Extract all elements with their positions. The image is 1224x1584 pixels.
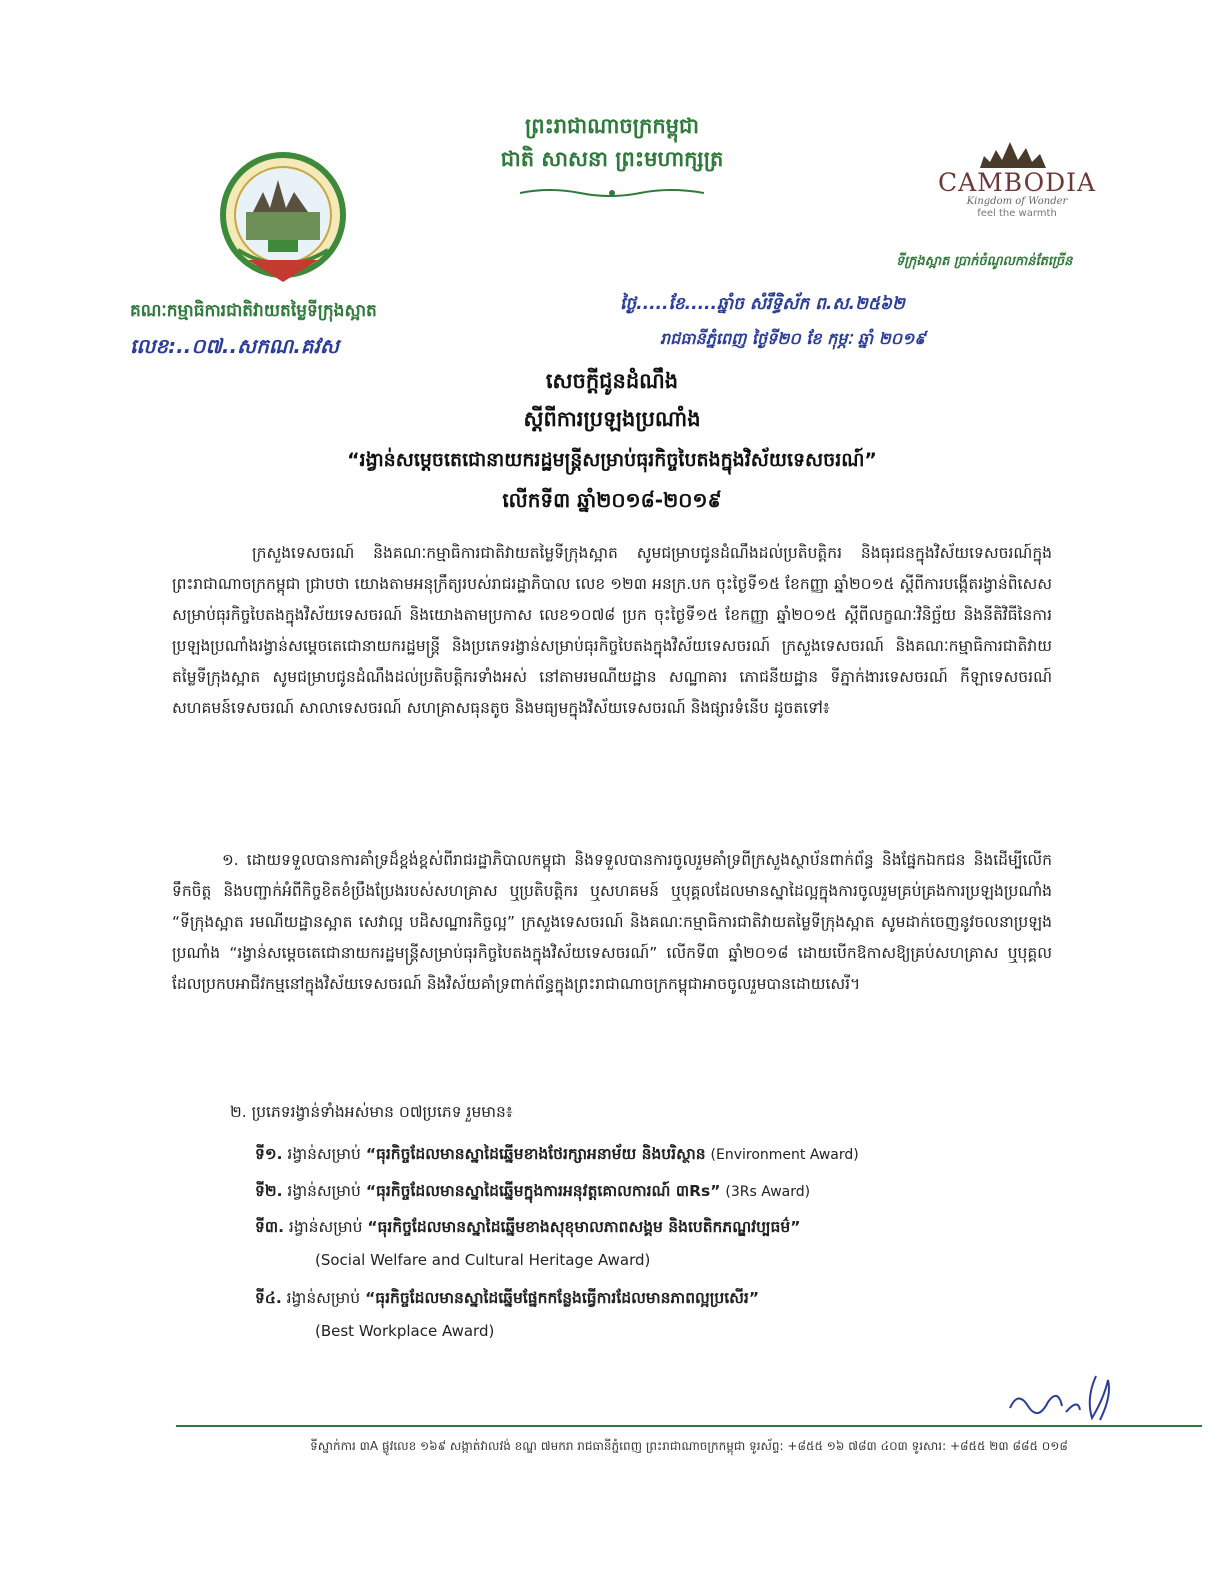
national-motto: ជាតិ សាសនា ព្រះមហាក្សត្រ [500,147,724,171]
award-english-line: (Best Workplace Award) [315,1322,495,1340]
award-name: “ធុរកិច្ចដែលមានស្នាដៃឆ្នើមក្នុងការអនុវត្តគោលការណ៍ ៣Rs” [365,1182,721,1200]
award-item [255,1217,1055,1240]
award-title: “រង្វាន់សម្ដេចតេជោនាយករដ្ឋមន្ត្រីសម្រាប់ធុរកិច្ចបៃតងក្នុងវិស័យទេសចរណ៍” [347,449,877,471]
award-english-line: (Social Welfare and Cultural Heritage Award) [315,1251,651,1269]
award-number: ទី៤. [255,1289,282,1307]
slogan: ទីក្រុងស្អាត ប្រាក់ចំណូលកាន់តែច្រើន [896,254,1073,269]
handwritten-initials [1000,1368,1120,1426]
award-item [255,1181,1055,1204]
award-english: (Environment Award) [710,1147,859,1163]
reference-number: លេខ:..០៧..សកណ.គវស [130,334,339,358]
award-english: (3Rs Award) [725,1184,811,1200]
award-number: ទី២. [255,1182,283,1200]
award-name: “ធុរកិច្ចដែលមានស្នាដៃឆ្នើមខាងថែរក្សាអនាម័យ និងបរិស្ថាន [365,1145,706,1163]
committee-name: គណៈកម្មាធិការជាតិវាយតម្លៃទីក្រុងស្អាត [130,301,377,321]
footer-address: ទីស្នាក់ការ ៣A ផ្លូវលេខ ១៦៩ សង្កាត់វាលវង់ ខណ្ឌ ៧មករា រាជធានីភ្នំពេញ ព្រះរាជាណាចក្រកម្ពុជា ទូរស័ព្ទ: +៨៥៥ ១៦ ៧៨៣ ៤០៣ ទូរសារ: +៨៥៥ ២៣ ៨៨៥ ០១៨ [310,1439,1068,1453]
solar-date: រាជធានីភ្នំពេញ ថ្ងៃទី២០ ខែ កុម្ភៈ ឆ្នាំ ២០១៩ [660,329,926,348]
award-item [255,1144,1055,1167]
award-name: “ធុរកិច្ចដែលមានស្នាដៃឆ្នើមផ្នែកកន្លែងធ្វើការដែលមានភាពល្អប្រសើរ” [365,1289,760,1307]
award-item [255,1288,1055,1311]
point-one-paragraph: ១. ដោយទទួលបានការគាំទ្រដ៏ខ្ពង់ខ្ពស់ពីរាជរដ្ឋាភិបាលកម្ពុជា និងទទួលបានការចូលរួមគាំទ្រពីក្រសួងស្ថាប័នពាក់ព័ន្ធ និងផ្នែកឯកជន និងដើម្បីលើកទឹកចិត្ត និងបញ្ជាក់អំពីកិច្ចខិតខំប្រឹងប្រែងរបស់សហគ្រាស ឬប្រតិបត្តិករ ឬសហគមន៍ ឬបុគ្គលដែលមានស្នាដៃល្អក្នុងការចូលរួមគ្រប់គ្រងការប្រឡងប្រណាំង “ទីក្រុងស្អាត រមណីយដ្ឋានស្អាត សេវាល្អ បដិសណ្ឋារកិច្ចល្អ” ក្រសួងទេសចរណ៍ និងគណៈកម្មាធិការជាតិវាយតម្លៃទីក្រុងស្អាត សូមដាក់ចេញនូវចលនាប្រឡងប្រណាំង “រង្វាន់សម្ដេចតេជោនាយករដ្ឋមន្ត្រីសម្រាប់ធុរកិច្ចបៃតងក្នុងវិស័យទេសចរណ៍” លើកទី៣ ឆ្នាំ២០១៨ ដោយបើកឱកាសឱ្យគ្រប់សហគ្រាស ឬបុគ្គលដែលប្រកបអាជីវកម្មនៅក្នុងវិស័យទេសចរណ៍ និងវិស័យគាំទ្រពាក់ព័ន្ធក្នុងព្រះរាជាណាចក្រកម្ពុជាអាចចូលរួមបានដោយសេរី។ [172,851,1052,993]
edition-title: លើកទី៣ ឆ្នាំ២០១៨-២០១៩ [502,488,722,512]
ornament-divider [520,184,704,196]
kingdom-title: ព្រះរាជាណាចក្រកម្ពុជា [524,114,699,138]
award-prefix: រង្វាន់សម្រាប់ [288,1218,363,1236]
point-two-heading: ២. ប្រភេទរង្វាន់ទាំងអស់មាន ០៧ប្រភេទ រួមមាន៖ [230,1103,513,1121]
intro-paragraph: ក្រសួងទេសចរណ៍ និងគណៈកម្មាធិការជាតិវាយតម្លៃទីក្រុងស្អាត សូមជម្រាបជូនដំណឹងដល់ប្រតិបត្តិករ និងធុរជនក្នុងវិស័យទេសចរណ៍ក្នុងព្រះរាជាណាចក្រកម្ពុជា ជ្រាបថា យោងតាមអនុក្រឹត្យរបស់រាជរដ្ឋាភិបាល លេខ ១២៣ អនក្រ.បក ចុះថ្ងៃទី១៥ ខែកញ្ញា ឆ្នាំ២០១៥ ស្ដីពីការបង្កើតរង្វាន់ពិសេសសម្រាប់ធុរកិច្ចបៃតងក្នុងវិស័យទេសចរណ៍ និងយោងតាមប្រកាស លេខ១០៧៨ ប្រក ចុះថ្ងៃទី១៥ ខែកញ្ញា ឆ្នាំ២០១៥ ស្ដីពីលក្ខណៈវិនិច្ឆ័យ និងនីតិវិធីនៃការប្រឡងប្រណាំងរង្វាន់សម្ដេចតេជោនាយករដ្ឋមន្ត្រី និងប្រភេទរង្វាន់សម្រាប់ធុរកិច្ចបៃតងក្នុងវិស័យទេសចរណ៍ ក្រសួងទេសចរណ៍ និងគណៈកម្មាធិការជាតិវាយតម្លៃទីក្រុងស្អាត សូមជម្រាបជូនដំណឹងដល់ប្រតិបត្តិករទាំងអស់ នៅតាមរមណីយដ្ឋាន សណ្ឋាគារ ភោជនីយដ្ឋាន ទីភ្នាក់ងារទេសចរណ៍ កីឡាទេសចរណ៍ សហគមន៍ទេសចរណ៍ សាលាទេសចរណ៍ សហគ្រាសធុនតូច និងមធ្យមក្នុងវិស័យទេសចរណ៍ និងផ្សារទំនើប ដូចតទៅ៖ [172,544,1052,717]
lunar-date: ថ្ងៃ.....ខែ.....ឆ្នាំច សំរឹទ្ធិស័ក ព.ស.២៥៦២ [620,294,905,314]
notice-title: សេចក្ដីជូនដំណឹង [545,369,679,393]
notice-subject: ស្ដីពីការប្រឡងប្រណាំង [523,407,701,431]
award-name: “ធុរកិច្ចដែលមានស្នាដៃឆ្នើមខាងសុខុមាលភាពសង្គម និងបេតិកភណ្ឌវប្បធម៌” [367,1218,801,1236]
award-prefix: រង្វាន់សម្រាប់ [287,1182,361,1200]
angkor-silhouette-icon [960,138,1070,170]
committee-emblem [218,150,348,290]
award-number: ទី៣. [255,1218,284,1236]
award-prefix: រង្វាន់សម្រាប់ [286,1289,361,1307]
award-number: ទី១. [255,1145,283,1163]
cambodia-logo-subtitle: feel the warmth [977,208,1057,219]
award-prefix: រង្វាន់សម្រាប់ [287,1145,361,1163]
cambodia-logo-text: CAMBODIA [937,168,1097,197]
footer-divider [176,1425,1202,1427]
cambodia-logo-tagline: Kingdom of Wonder [966,196,1068,207]
